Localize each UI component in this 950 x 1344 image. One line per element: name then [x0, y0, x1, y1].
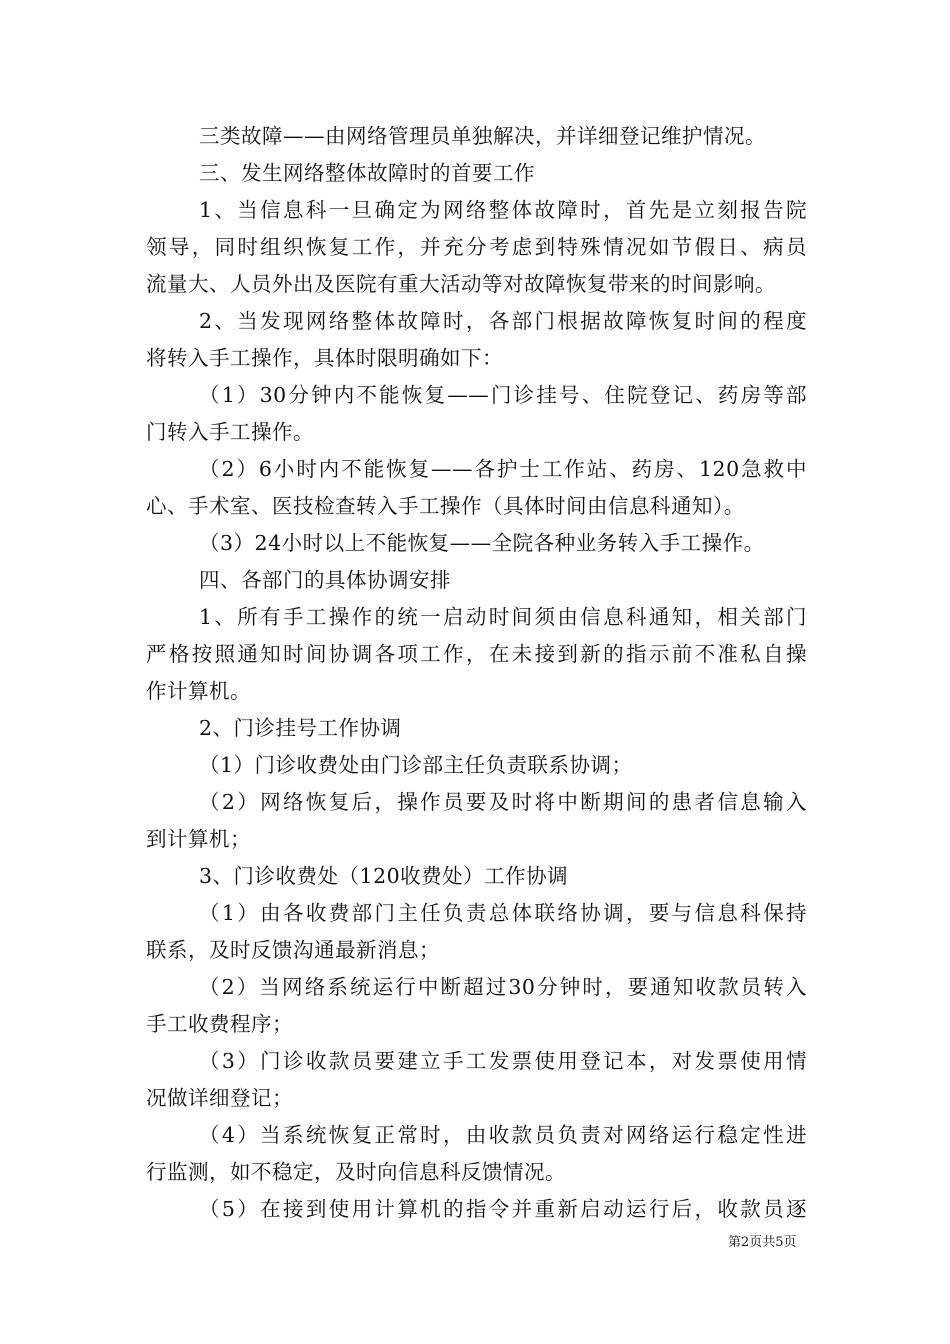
page-number: 第2页共5页 — [728, 1235, 797, 1250]
text-line: 将转入手工操作，具体时限明确如下： — [146, 346, 503, 370]
text-line: （5）在接到使用计算机的指令并重新启动运行后，收款员逐 — [199, 1197, 807, 1221]
text-line: 门转入手工操作。 — [146, 420, 314, 444]
text-line: 行监测，如不稳定，及时向信息科反馈情况。 — [146, 1160, 566, 1184]
text-line: （1）由各收费部门主任负责总体联络协调，要与信息科保持 — [199, 901, 807, 925]
text-line: 1、所有手工操作的统一启动时间须由信息科通知，相关部门 — [199, 605, 807, 629]
text-line: 心、手术室、医技检查转入手工操作（具体时间由信息科通知）。 — [146, 494, 745, 518]
text-line: 1、当信息科一旦确定为网络整体故障时，首先是立刻报告院 — [199, 198, 807, 222]
section-heading: 三、发生网络整体故障时的首要工作 — [199, 161, 535, 185]
text-line: （1）30分钟内不能恢复——门诊挂号、住院登记、药房等部 — [199, 383, 807, 407]
text-line: 作计算机。 — [146, 679, 251, 703]
text-line: 严格按照通知时间协调各项工作，在未接到新的指示前不准私自操 — [146, 642, 807, 666]
text-line: （2）网络恢复后，操作员要及时将中断期间的患者信息输入 — [199, 790, 807, 814]
text-line: （3）门诊收款员要建立手工发票使用登记本，对发票使用情 — [199, 1049, 807, 1073]
section-heading: 四、各部门的具体协调安排 — [199, 568, 451, 592]
text-line: 况做详细登记； — [146, 1086, 293, 1110]
sub-heading: 2、门诊挂号工作协调 — [199, 716, 402, 740]
text-line: （2）6小时内不能恢复——各护士工作站、药房、120急救中 — [199, 457, 807, 481]
text-line: 联系，及时反馈沟通最新消息； — [146, 938, 440, 962]
text-line: 三类故障——由网络管理员单独解决，并详细登记维护情况。 — [199, 124, 766, 148]
sub-heading: 3、门诊收费处（120收费处）工作协调 — [199, 864, 569, 888]
text-line: （2）当网络系统运行中断超过30分钟时，要通知收款员转入 — [199, 975, 807, 999]
text-line: 2、当发现网络整体故障时，各部门根据故障恢复时间的程度 — [199, 309, 807, 333]
text-line: 到计算机； — [146, 827, 251, 851]
text-line: 手工收费程序； — [146, 1012, 293, 1036]
text-line: 领导，同时组织恢复工作，并充分考虑到特殊情况如节假日、病员 — [146, 235, 807, 259]
text-line: （4）当系统恢复正常时，由收款员负责对网络运行稳定性进 — [199, 1123, 807, 1147]
text-line: 流量大、人员外出及医院有重大活动等对故障恢复带来的时间影响。 — [146, 272, 776, 296]
text-line: （3）24小时以上不能恢复——全院各种业务转入手工操作。 — [199, 531, 765, 555]
text-line: （1）门诊收费处由门诊部主任负责联系协调； — [199, 753, 633, 777]
